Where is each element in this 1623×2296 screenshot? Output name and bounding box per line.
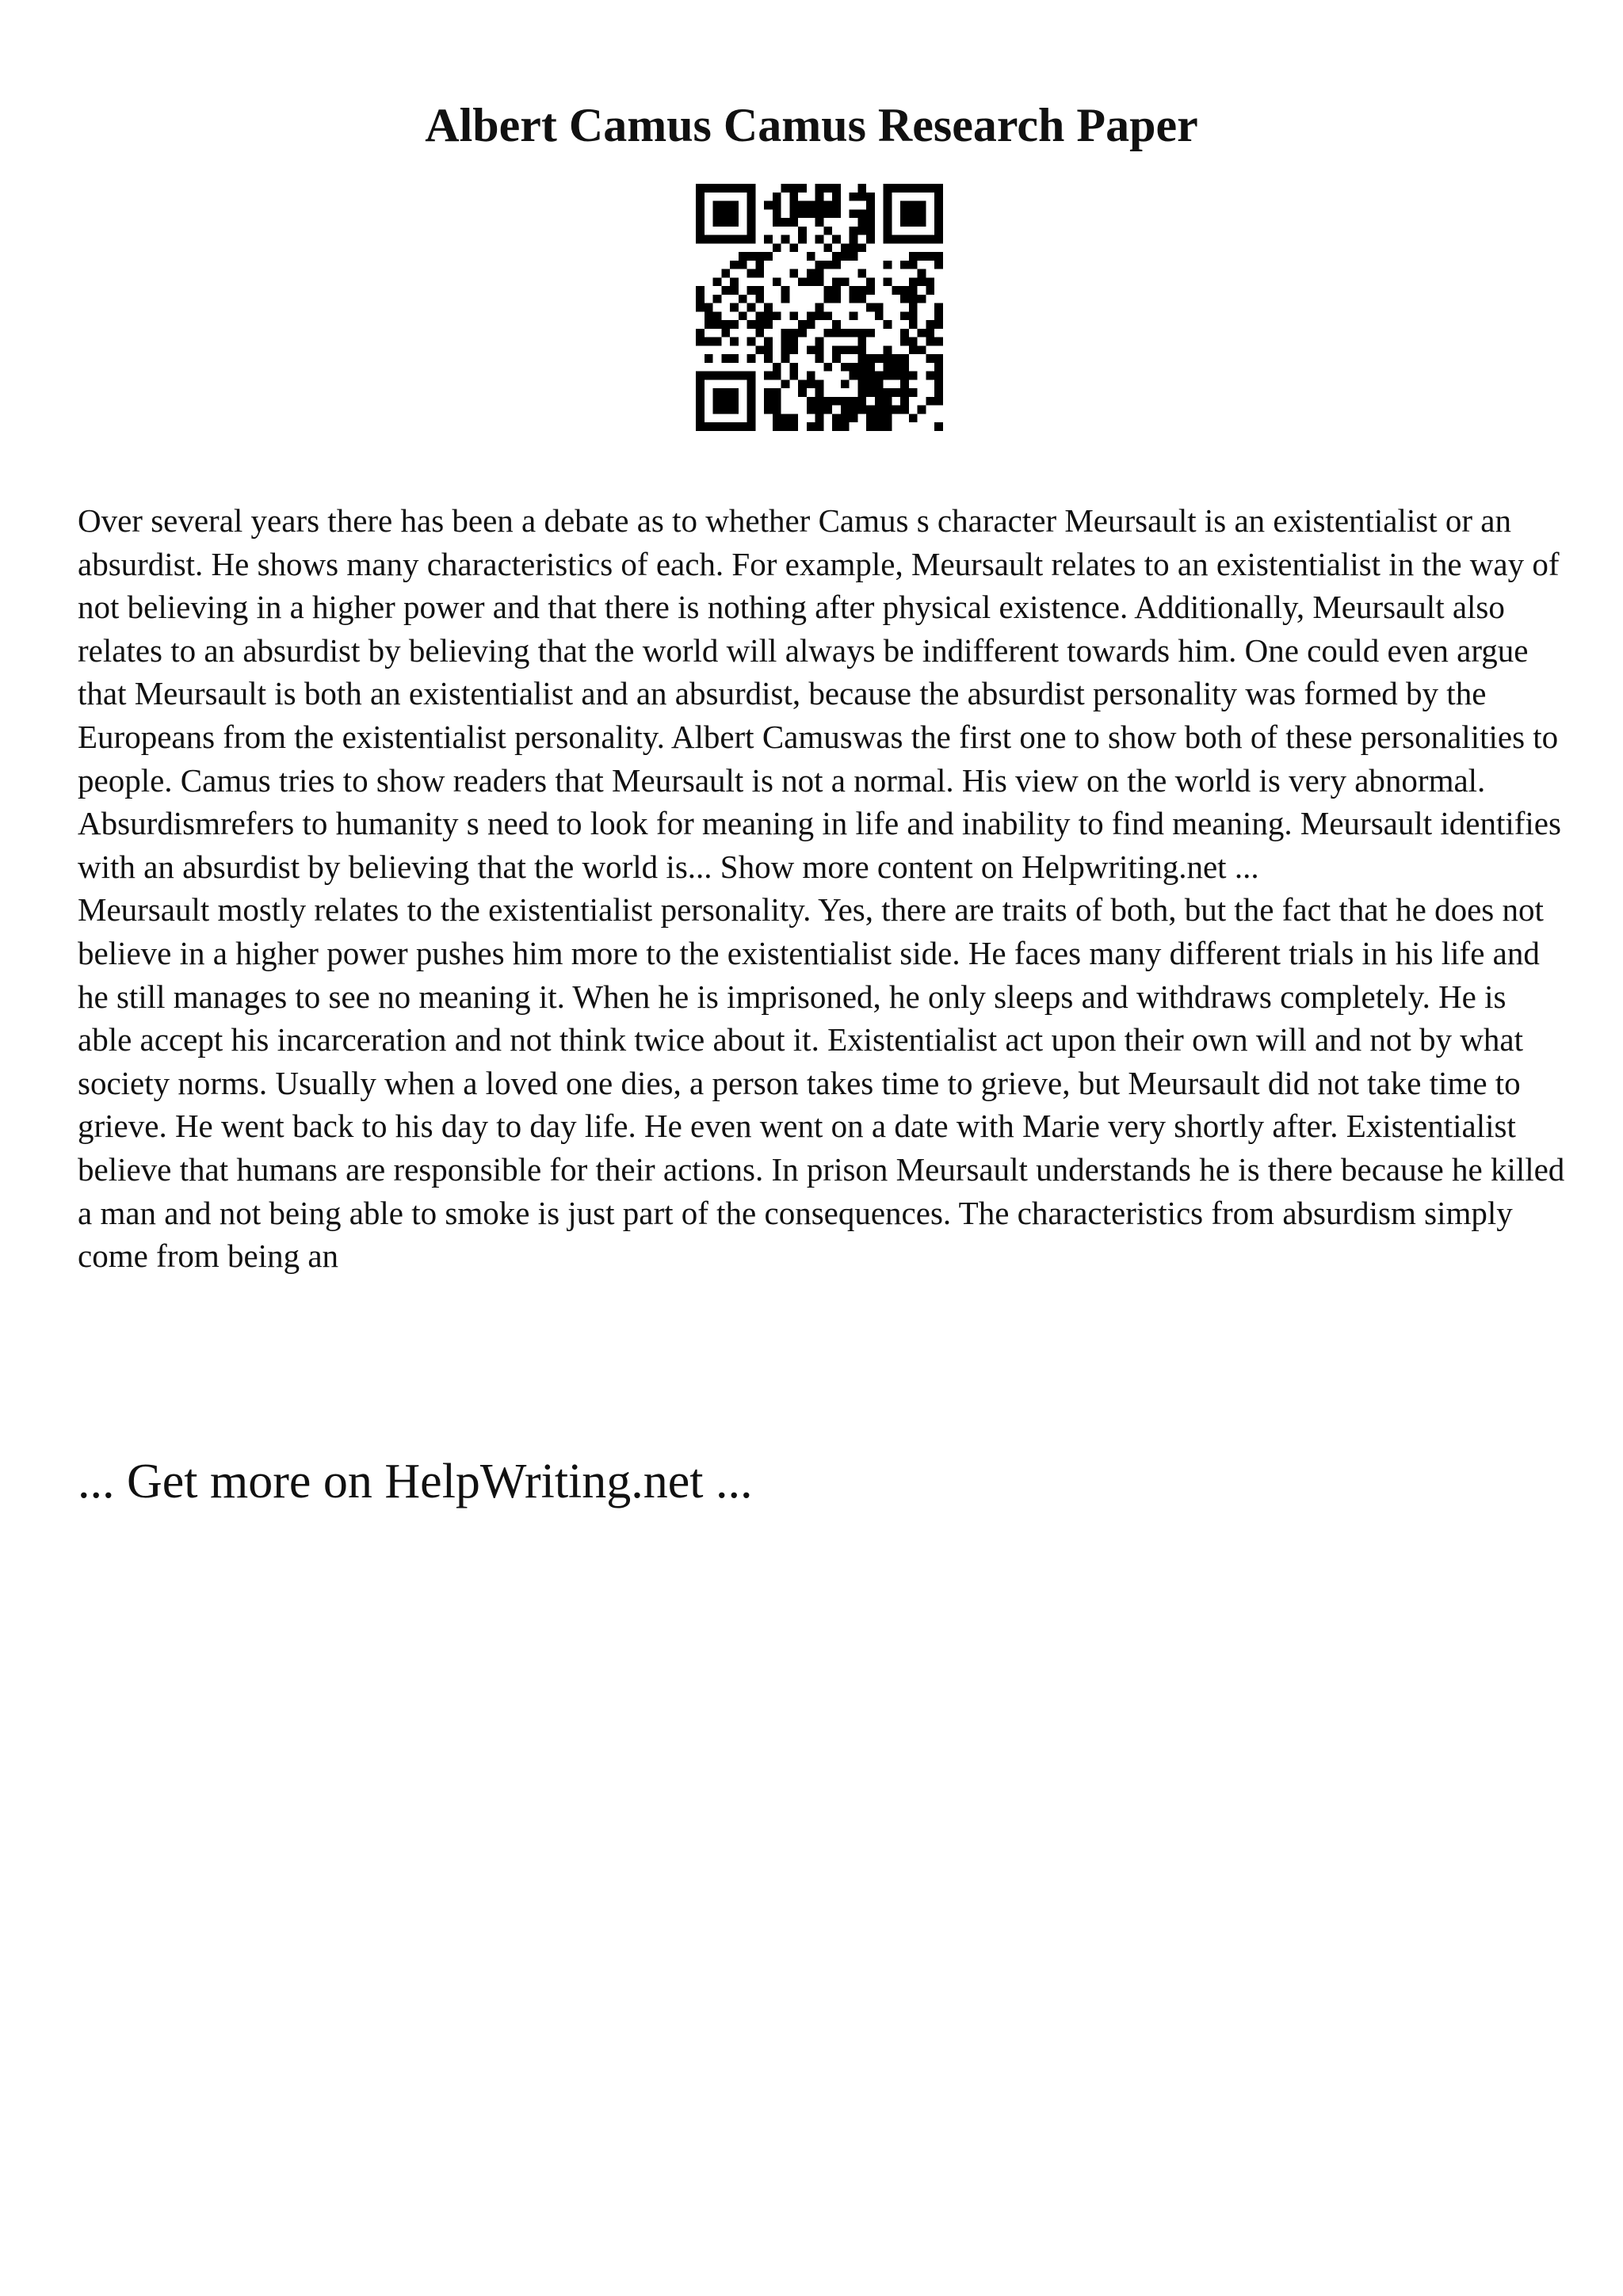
get-more-link[interactable]: ... Get more on HelpWriting.net ...: [78, 1455, 753, 1508]
qr-code-icon: [696, 184, 943, 431]
page-title: Albert Camus Camus Research Paper: [425, 99, 1198, 151]
paragraph-existentialist: Meursault mostly relates to the existentialist personality. Yes, there are traits of both, but the fact that he does not believe in a higher power pushes him more to the existentialist side. He faces many different trials in his life and he still manages to see no meaning it. When he is imprisoned, he only sleeps and withdraws completely. He is able accept his incarceration and not think twice about it. Existentialist act upon their own will and not by what society norms. Usually when a loved one dies, a person takes time to grieve, but Meursault did not take time to grieve. He went back to his day to day life. He even went on a date with Marie very shortly after. Existentialist believe that humans are responsible for their actions. In prison Meursault understands he is there because he killed a man and not being able to smoke is just part of the consequences. The characteristics from absurdism simply come from being an: [78, 891, 1565, 1275]
paragraph-intro: Over several years there has been a debate as to whether Camus s character Meursault is an existentialist or an absurdist. He shows many characteristics of each. For example, Meursault relates to an existentialist in the way of not believing in a higher power and that there is nothing after physical existence. Additionally, Meursault also relates to an absurdist by believing that the world will always be indifferent towards him. One could even argue that Meursault is both an existentialist and an absurdist, because the absurdist personality was formed by the Europeans from the existentialist personality. Albert Camuswas the first one to show both of these personalities to people. Camus tries to show readers that Meursault is not a normal. His view on the world is very abnormal. Absurdismrefers to humanity s need to look for meaning in life and inability to find meaning. Meursault identifies with an absurdist by believing that the world is... Show more content on Helpwriting.net ...: [78, 502, 1561, 885]
document-body: [78, 499, 1568, 1278]
